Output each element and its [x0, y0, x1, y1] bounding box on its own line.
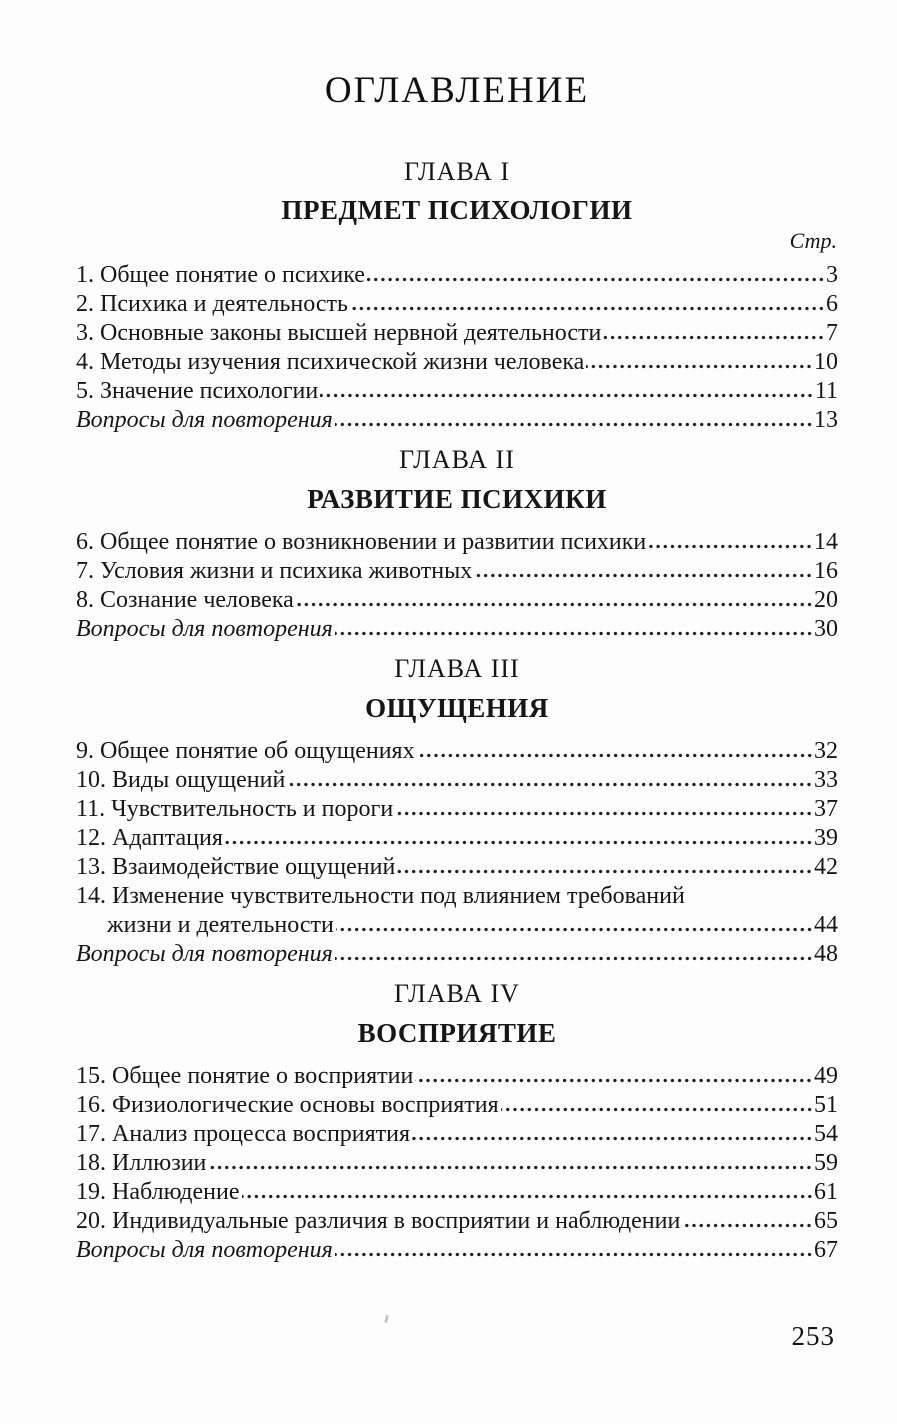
- dot-leader: [395, 811, 813, 816]
- toc-entry-label: 19. Наблюдение: [76, 1179, 240, 1206]
- toc-entry-label: 4. Методы изучения психической жизни человека: [76, 349, 585, 376]
- toc-entry-label: 20. Индивидуальные различия в восприятии и наблюдении: [76, 1208, 681, 1235]
- dot-leader: [474, 573, 813, 578]
- chapter-4-heading: ГЛАВА IV: [394, 979, 520, 1009]
- toc-entry-label: 8. Сознание человека: [76, 587, 294, 614]
- toc-entry-page: 61: [814, 1179, 838, 1206]
- dot-leader: [335, 631, 813, 636]
- toc-entry-page: 20: [814, 587, 838, 614]
- chapter-2: [76, 445, 838, 644]
- toc-entry: [76, 1062, 838, 1091]
- chapter-4: [76, 979, 838, 1265]
- toc-entry-label: 2. Психика и деятельность: [76, 291, 348, 318]
- dot-leader: [335, 1252, 813, 1257]
- toc-entry: [76, 557, 838, 586]
- toc-entry-label: 11. Чувствительность и пороги: [76, 796, 394, 823]
- chapter-1-heading: ГЛАВА I: [403, 156, 511, 186]
- toc-entry-label: 10. Виды ощущений: [76, 767, 286, 794]
- dot-leader: [417, 753, 813, 758]
- chapter-2-entries: [76, 528, 838, 644]
- dot-leader: [350, 306, 825, 311]
- toc-entry-label: 6. Общее понятие о возникновении и развитии психики: [76, 529, 647, 556]
- toc-entry-page: 6: [826, 291, 838, 318]
- toc-entry-line-2: [76, 911, 838, 940]
- chapter-3: [76, 654, 838, 969]
- toc-entry: [76, 824, 838, 853]
- dot-leader: [367, 277, 825, 282]
- toc-entry-page: 11: [814, 378, 838, 405]
- toc-entry: [76, 795, 838, 824]
- toc-entry-page: 16: [814, 558, 838, 585]
- toc-entry-page: 42: [814, 854, 838, 881]
- chapter-2-title: РАЗВИТИЕ ПСИХИКИ: [307, 484, 607, 515]
- chapter-3-title: ОЩУЩЕНИЯ: [365, 693, 549, 724]
- dot-leader: [603, 335, 825, 340]
- page-column-label: Стр.: [789, 228, 837, 254]
- toc-entry-label: 13. Взаимодействие ощущений: [76, 854, 396, 881]
- toc-entry-page: 7: [826, 320, 838, 347]
- dot-leader: [225, 840, 813, 845]
- chapter-4-entries: [76, 1062, 838, 1265]
- toc-entry-page: 10: [814, 349, 838, 376]
- toc-entry-label: 5. Значение психологии: [76, 378, 319, 405]
- toc-entry-page: 49: [814, 1063, 838, 1090]
- dot-leader: [320, 393, 814, 398]
- chapter-1: [76, 157, 838, 436]
- toc-entry: [76, 528, 838, 557]
- dot-leader: [648, 544, 813, 549]
- toc-entry-label: Вопросы для повторения: [76, 407, 333, 434]
- toc-entry: [76, 766, 838, 795]
- toc-entry-page: 30: [814, 616, 838, 643]
- toc-entry-page: 13: [814, 407, 838, 434]
- dot-leader: [335, 422, 813, 427]
- dot-leader: [586, 364, 813, 369]
- toc-entry-page: 54: [814, 1121, 838, 1148]
- toc-entry-label: 18. Иллюзии: [76, 1150, 207, 1177]
- chapter-3-entries: [76, 737, 838, 969]
- toc-entry-page: 65: [814, 1208, 838, 1235]
- toc-entry-review-questions: [76, 1236, 838, 1265]
- toc-entry-review-questions: [76, 615, 838, 644]
- toc-entry-label: 16. Физиологические основы восприятия: [76, 1092, 499, 1119]
- toc-entry: [76, 261, 838, 290]
- chapter-1-entries: [76, 261, 838, 435]
- toc-entry-label: Вопросы для повторения: [76, 941, 333, 968]
- toc-entry-page: 51: [814, 1092, 838, 1119]
- chapter-2-heading: ГЛАВА II: [399, 445, 515, 475]
- toc-entry-page: 48: [814, 941, 838, 968]
- toc-entry: [76, 1207, 838, 1236]
- toc-title: ОГЛАВЛЕНИЕ: [324, 70, 590, 111]
- toc-entry-label: 7. Условия жизни и психика животных: [76, 558, 473, 585]
- toc-entry-label: Вопросы для повторения: [76, 616, 333, 643]
- dot-leader: [682, 1223, 813, 1228]
- toc-entry-page: 3: [826, 262, 838, 289]
- toc-entry-page: 32: [814, 738, 838, 765]
- chapter-3-heading: ГЛАВА III: [394, 654, 520, 684]
- dot-leader: [335, 956, 813, 961]
- toc-entry-label: Вопросы для повторения: [76, 1237, 333, 1264]
- toc-entry-label: 9. Общее понятие об ощущениях: [76, 738, 415, 765]
- dot-leader: [208, 1165, 813, 1170]
- toc-entry-page: 33: [814, 767, 838, 794]
- toc-entry-label: 17. Анализ процесса восприятия: [76, 1121, 411, 1148]
- toc-entry-page: 14: [814, 529, 838, 556]
- toc-entry-label: 15. Общее понятие о восприятии: [76, 1063, 414, 1090]
- toc-entry: [76, 853, 838, 882]
- toc-entry-line-1: [76, 882, 838, 911]
- dot-leader: [415, 1078, 813, 1083]
- toc-entry: [76, 1149, 838, 1178]
- toc-entry: [76, 1091, 838, 1120]
- toc-entry-page: 37: [814, 796, 838, 823]
- chapter-4-title: ВОСПРИЯТИЕ: [357, 1018, 557, 1049]
- toc-entry-page: 44: [814, 912, 838, 939]
- toc-entry-review-questions: [76, 940, 838, 969]
- toc-entry: [76, 377, 838, 406]
- toc-entry-label: 14. Изменение чувствительности под влиянием требований: [76, 883, 685, 910]
- dot-leader: [242, 1194, 814, 1199]
- dot-leader: [501, 1107, 813, 1112]
- toc-entry-label: 12. Адаптация: [76, 825, 223, 852]
- toc-entry-page: 59: [814, 1150, 838, 1177]
- dot-leader: [336, 927, 813, 932]
- toc-entry-page: 67: [814, 1237, 838, 1264]
- toc-entry: [76, 290, 838, 319]
- dot-leader: [412, 1136, 813, 1141]
- toc-entry-page: 39: [814, 825, 838, 852]
- dot-leader: [287, 782, 813, 787]
- toc-entry-review-questions: [76, 406, 838, 435]
- toc-entry-label: 3. Основные законы высшей нервной деятельности: [76, 320, 602, 347]
- chapter-1-title: ПРЕДМЕТ ПСИХОЛОГИИ: [281, 195, 633, 226]
- toc-entry: [76, 319, 838, 348]
- folio-page-number: 253: [791, 1321, 835, 1352]
- dot-leader: [397, 869, 813, 874]
- toc-entry: [76, 348, 838, 377]
- toc-entry-label-continuation: жизни и деятельности: [107, 912, 334, 939]
- toc-entry: [76, 1120, 838, 1149]
- toc-entry: [76, 1178, 838, 1207]
- toc-entry: [76, 586, 838, 615]
- dot-leader: [296, 602, 813, 607]
- toc-entry-label: 1. Общее понятие о психике: [76, 262, 365, 289]
- toc-entry: [76, 737, 838, 766]
